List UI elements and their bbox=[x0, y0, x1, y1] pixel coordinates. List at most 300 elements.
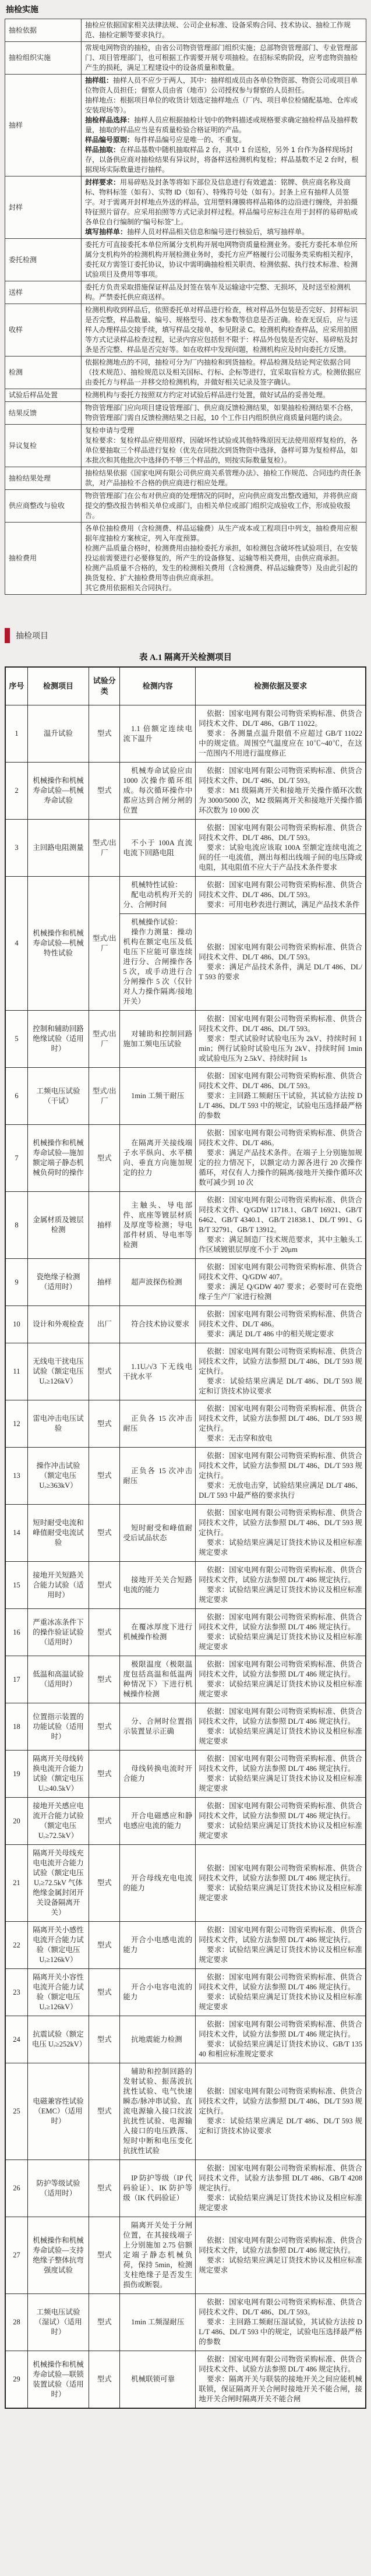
text-run: 在样品基数中随机抽取样品 2 台，其中 1 台送检，另外 1 台作为备样现场封存，以备供应商对抽检结果有异议时，将备样送检测机构复检；样品基数不足 2 台时，根据现场实际数量进行抽样。 bbox=[85, 146, 359, 174]
row-content bbox=[82, 42, 366, 75]
cell-serial-number: 6 bbox=[5, 1068, 27, 1125]
table-row bbox=[5, 1306, 366, 1343]
section-title-items: 抽检项目 bbox=[16, 631, 48, 640]
cell-test-category: 型式/出厂 bbox=[89, 820, 120, 877]
paragraph: 依据：国家电网有限公司物资采购标准、供货合同技术文件，试验方法参照 DL/T 486 规定执行。 bbox=[199, 1802, 362, 1820]
paragraph bbox=[85, 43, 362, 73]
section-title-implementation: 抽检实施 bbox=[6, 5, 38, 14]
paragraph: 配电动机构开关的分、合闸时间 bbox=[123, 891, 193, 909]
paragraph: 要求：试验结果应满足订货技术协议及相应标准规定要求 bbox=[199, 1946, 362, 1964]
table-row bbox=[5, 1922, 366, 1969]
cell-test-content bbox=[120, 1798, 196, 1845]
cell-test-category: 抽样 bbox=[89, 1192, 120, 1259]
cell-serial-number: 3 bbox=[5, 820, 27, 877]
cell-test-item: 温升试验 bbox=[27, 705, 89, 763]
cell-test-content bbox=[120, 705, 196, 763]
paragraph bbox=[85, 583, 362, 593]
table-row bbox=[5, 1259, 366, 1306]
row-label: 抽样 bbox=[5, 75, 82, 177]
paragraph: 开合母线充电电流的能力 bbox=[123, 1873, 193, 1892]
cell-serial-number: 17 bbox=[5, 1656, 27, 1703]
paragraph: 依据：国家电网有限公司物资采购标准、供货合同技术文件、DL/T 486、DL/T 593。 bbox=[199, 1015, 362, 1033]
paragraph: 依据：国家电网有限公司物资采购标准、供货合同技术文件，试验方法参照 DL/T 486、DL/T 593 规定执行。 bbox=[199, 1509, 362, 1537]
section-accent-bar bbox=[5, 628, 10, 643]
text-run: 其它费用依据相关合同执行。 bbox=[85, 584, 176, 592]
cell-serial-number: 5 bbox=[5, 1011, 27, 1068]
cell-requirement bbox=[196, 1306, 366, 1343]
cell-test-item: 电磁兼容性试验（EMC）（适用时） bbox=[27, 2063, 89, 2160]
paragraph: 依据：国家电网有限公司物资采购标准、供货合同技术文件，试验方法参照 DL/T 486 规定执行。 bbox=[199, 1660, 362, 1678]
column-header: 序号 bbox=[5, 667, 27, 705]
cell-test-category: 型式 bbox=[89, 763, 120, 820]
paragraph: 1min 工频干耐压 bbox=[131, 1092, 185, 1100]
cell-requirement bbox=[196, 1259, 366, 1306]
cell-test-item: 控制和辅助回路绝缘试验（适用时） bbox=[27, 1011, 89, 1068]
paragraph: 依据：国家电网有限公司物资采购标准、供货合同技术文件、Q/GDW 407。 bbox=[199, 1263, 362, 1281]
cell-test-item: 主回路电阻测量 bbox=[27, 820, 89, 877]
cell-test-category: 型式 bbox=[89, 2016, 120, 2063]
table-row bbox=[5, 490, 366, 523]
paragraph bbox=[85, 240, 362, 280]
cell-test-content bbox=[120, 2063, 196, 2160]
cell-test-content bbox=[120, 1703, 196, 1751]
paragraph: 依据：国家电网有限公司物资采购标准、供货合同技术文件，试验方法参照 DL/T 486、GB/T 4208 规定执行。 bbox=[199, 2164, 362, 2192]
paragraph bbox=[85, 358, 362, 387]
cell-test-category: 型式 bbox=[89, 1798, 120, 1845]
paragraph: 1.1 倍额定连续电流下温升 bbox=[123, 724, 193, 743]
paragraph: 要求：试验结果应满足订货技术协议及相应标准规定要求 bbox=[199, 1883, 362, 1902]
cell-serial-number: 25 bbox=[5, 2063, 27, 2160]
cell-test-item: 机械操作和机械寿命试验—联锁装置试验（适用时） bbox=[27, 2351, 89, 2409]
cell-test-content bbox=[120, 820, 196, 877]
paragraph: 要求：试验结果应满足订货技术协议、GB/T 13540 和相应标准规定要求 bbox=[199, 2040, 362, 2058]
row-label: 送样 bbox=[5, 281, 82, 304]
cell-test-content bbox=[120, 1400, 196, 1448]
cell-test-content bbox=[120, 1068, 196, 1125]
cell-requirement bbox=[196, 1703, 366, 1751]
cell-test-item: 工频电压试验（湿试）（适用时） bbox=[27, 2294, 89, 2351]
cell-test-category: 型式 bbox=[89, 2063, 120, 2160]
paragraph: 依据：国家电网有限公司物资采购标准、供货合同技术文件、DL/T 486、DL/T 593。 bbox=[199, 881, 362, 899]
cell-requirement bbox=[196, 914, 366, 1011]
paragraph bbox=[85, 524, 362, 544]
table-row bbox=[5, 1656, 366, 1703]
row-label: 收样 bbox=[5, 304, 82, 357]
paragraph: 依据：国家电网有限公司物资采购标准、供货合同技术文件，试验方法参照 DL/T 486 规定执行。 bbox=[199, 1755, 362, 1773]
table-row bbox=[5, 467, 366, 490]
row-label: 试验后样品处置 bbox=[5, 389, 82, 402]
text-run: 检测机构收到样品后，依照委托单对样品进行检查，核对样品外包装是否完好、封样标识是否完整，样品数量、编号、规格型号、技术参数等信息是否正确。检查无误后，应与送样人办理样品交接手续，填写样品交接单，参见附录 C。检测机构检查样品，应采用拍照等方式记录样品检查过程，记录内容应包括但不限于：样品外包装是否完好、易碎贴及封条是否完整、样品是否完好等。如在收样中发现问题，检测机构应及时向委托方反馈。 bbox=[85, 306, 358, 354]
cell-test-content bbox=[120, 1448, 196, 1505]
paragraph: 符合技术协议要求 bbox=[131, 1320, 190, 1328]
cell-requirement bbox=[196, 2016, 366, 2063]
bold-run: 样品抽取： bbox=[85, 146, 121, 154]
cell-serial-number: 23 bbox=[5, 1969, 27, 2016]
cell-serial-number: 8 bbox=[5, 1192, 27, 1259]
table-row bbox=[5, 281, 366, 304]
text-run: 复检要求：复检样品应使用原样，因破坏性试验或其他特殊原因无法使用原样复检的，各单位要抽取三个样品进行复检（优先在同批次到货物资中选择，备样可算为复检样品，如本批次和其他批次中选择仍不够三个样品的，则按实际数量复检）。 bbox=[85, 436, 358, 464]
cell-test-content bbox=[120, 763, 196, 820]
cell-test-item: 隔离开关小感性电流开合能力试验（额定电压 Uᵣ≥126kV） bbox=[27, 1922, 89, 1969]
paragraph: 依据：国家电网有限公司物资采购标准、供货合同技术文件，试验方法参照 DL/T 486、DL/T 593 规定执行。 bbox=[199, 1347, 362, 1375]
table-row bbox=[5, 763, 366, 820]
cell-test-item: 机械操作和机械寿命试验—机械寿命试验 bbox=[27, 763, 89, 820]
cell-serial-number: 29 bbox=[5, 2351, 27, 2409]
cell-serial-number: 19 bbox=[5, 1751, 27, 1798]
paragraph bbox=[85, 491, 362, 521]
text-run: 抽样人员应根据抽检计划中的物料描述或规格要求确定抽检样品及抽样数量，抽取的样品应当是有质量检验合格证明的产品。 bbox=[85, 116, 358, 134]
row-content bbox=[82, 281, 366, 304]
cell-test-category: 型式 bbox=[89, 1703, 120, 1751]
paragraph: 要求：满足制造厂技术规范要求，其中主触头工作区域镀银层厚度不小于 20μm bbox=[199, 1236, 362, 1254]
table-row bbox=[5, 1703, 366, 1751]
text-run: 检测机构与委托方按照双方约定对试验后样品进行处置，做好试品的妥善处理。 bbox=[85, 391, 330, 399]
paragraph bbox=[85, 403, 362, 423]
section-header-items bbox=[5, 627, 366, 644]
cell-test-item: 短时耐受电流和峰值耐受电流试验 bbox=[27, 1505, 89, 1562]
text-run: 复检申请与受理 bbox=[85, 426, 135, 435]
text-run: 检测产品质量不合格的，发生的检测相关费用（含检测费、样品运输费等）及由此引起的换货复检、扩大抽检费用等由供应商承担。 bbox=[85, 564, 358, 582]
cell-test-content bbox=[120, 1969, 196, 2016]
cell-test-category: 型式 bbox=[89, 1505, 120, 1562]
paragraph bbox=[85, 145, 362, 175]
cell-serial-number: 7 bbox=[5, 1125, 27, 1192]
table-row bbox=[5, 1125, 366, 1192]
bold-run: 抽检样品选择： bbox=[85, 116, 135, 124]
cell-requirement bbox=[196, 1656, 366, 1703]
table-row bbox=[5, 2063, 366, 2160]
cell-test-category: 型式/出厂 bbox=[89, 877, 120, 1011]
paragraph: 开合小电感电流的能力 bbox=[123, 1936, 193, 1954]
table-row bbox=[5, 523, 366, 595]
cell-test-item: 隔离开关母线充电电流开合能力试验（额定电压 Uᵣ≥72.5kV 气体绝缘金属封闭开关设备隔离开关） bbox=[27, 1845, 89, 1922]
cell-requirement bbox=[196, 2160, 366, 2217]
cell-serial-number: 18 bbox=[5, 1703, 27, 1751]
cell-requirement bbox=[196, 1400, 366, 1448]
row-content bbox=[82, 357, 366, 389]
table-row bbox=[5, 820, 366, 877]
table-row bbox=[5, 1448, 366, 1505]
paragraph: 要求：可用电秒表进行测试，满足产品技术条件 bbox=[207, 901, 360, 909]
cell-requirement bbox=[196, 1448, 366, 1505]
table-row bbox=[5, 1845, 366, 1922]
text-run: 抽样地点：根据项目单位的收货计划选定抽样地点（厂内、项目单位检储配基地、仓库或安装现场等）。 bbox=[85, 96, 358, 114]
table-row bbox=[5, 2217, 366, 2294]
table-row bbox=[5, 304, 366, 357]
table-a1-title: 表 A.1 隔离开关检测项目 bbox=[139, 653, 232, 662]
cell-test-category: 型式 bbox=[89, 1922, 120, 1969]
cell-test-category: 型式 bbox=[89, 1969, 120, 2016]
cell-test-item: 严重冰冻条件下的操作验证试验（适用时） bbox=[27, 1609, 89, 1656]
text-run: 抽检应依据国家相关法律法规、公司企业标准、设备采购合同、技术协议、抽检工作规范、抽检定额等要求执行。 bbox=[85, 21, 351, 39]
cell-test-content bbox=[120, 2351, 196, 2409]
cell-requirement bbox=[196, 1798, 366, 1845]
detection-table bbox=[5, 666, 366, 2409]
cell-test-content bbox=[120, 2160, 196, 2217]
text-run: 各单位抽检费用（含检测费、样品运输费）从生产成本或工程项目中列支，抽检费用应根据年度抽检方案核定，列入年度预算。 bbox=[85, 524, 358, 542]
cell-test-content bbox=[120, 1845, 196, 1922]
cell-test-category: 型式 bbox=[89, 1562, 120, 1609]
table-row bbox=[5, 1400, 366, 1448]
cell-serial-number: 9 bbox=[5, 1259, 27, 1306]
cell-requirement bbox=[196, 1969, 366, 2016]
cell-serial-number: 10 bbox=[5, 1306, 27, 1343]
paragraph: 隔离开关处于分闸位置，在其接线端子上分别施加 2.75 倍额定端子静态机械负荷，保持 5min，检测支柱绝缘子是否发生损伤或断裂。 bbox=[123, 2221, 193, 2289]
cell-test-content bbox=[120, 1562, 196, 1609]
cell-requirement bbox=[196, 2217, 366, 2294]
cell-test-category: 型式 bbox=[89, 1125, 120, 1192]
text-run: 委托方负责采取措施保证样品及封签在装车及运输途中完整、无损坏，及时送至检测机构。严禁委托供应商送样。 bbox=[85, 283, 351, 301]
paragraph: 依据：国家电网有限公司物资采购标准、供货合同技术文件、DL/T 486。 bbox=[199, 1129, 362, 1147]
paragraph: 要求：主回路工频耐压干试验，其试验方法按 DL/T 486、DL/T 593 中的规定，试验电压选择最严格的参数 bbox=[199, 1092, 362, 1120]
cell-serial-number: 14 bbox=[5, 1505, 27, 1562]
paragraph bbox=[85, 390, 362, 400]
paragraph: 依据：国家电网有限公司物资采购标准、供货合同技术文件、试验方法参照 DL/T 486 规定执行。 bbox=[199, 2355, 362, 2373]
row-content bbox=[82, 389, 366, 402]
table-row bbox=[5, 2294, 366, 2351]
cell-requirement bbox=[196, 1562, 366, 1609]
column-header: 检测依据及要求 bbox=[196, 667, 366, 705]
row-label: 抽检依据 bbox=[5, 19, 82, 42]
cell-requirement bbox=[196, 1343, 366, 1400]
cell-test-item: 金属材质及镀层检测 bbox=[27, 1192, 89, 1259]
paragraph bbox=[85, 96, 362, 115]
paragraph: 要求：各测量点温升限值不应超过 GB/T 11022 中的规定值。周围空气温度应在 10℃~40℃，在这一范围内不用进行温度修正 bbox=[199, 729, 362, 757]
paragraph bbox=[85, 135, 362, 145]
paragraph: 机械寿命试验应由 1000 次操作循环组成。每次循环操作中都应达到合闸分闸的位置 bbox=[123, 767, 193, 814]
paragraph: 要求：满足产品技术条件。在端子上分别施加规定的拉力情况下，以额定动力源各进行 20 次操作循环，对仅有人力操作的隔离/接地开关操作循环次数可减少到 10 次 bbox=[199, 1149, 362, 1187]
cell-test-item: 工频电压试验（干试） bbox=[27, 1068, 89, 1125]
row-content bbox=[82, 75, 366, 177]
table-row bbox=[5, 357, 366, 389]
cell-test-category: 型式 bbox=[89, 1448, 120, 1505]
paragraph: 依据：国家电网有限公司物资采购标准、供货合同技术文件、DL/T 486、DL/T 593。 bbox=[199, 1072, 362, 1090]
paragraph: 短时耐受和峰值耐受后试品状态 bbox=[123, 1523, 193, 1542]
paragraph: IP 防护等级（IP 代码验证）、IK 防护等级（IK 代码验证） bbox=[123, 2174, 193, 2202]
row-label: 供应商整改与验收 bbox=[5, 490, 82, 523]
text-run: 每件样品编号应是唯一的、不重复。 bbox=[134, 136, 246, 144]
cell-test-content bbox=[120, 1922, 196, 1969]
paragraph: 母线转换电流时开合能力 bbox=[123, 1765, 193, 1783]
table-row bbox=[5, 1798, 366, 1845]
row-content bbox=[82, 177, 366, 239]
paragraph: 机械特性试验： bbox=[131, 881, 182, 889]
table-row bbox=[5, 1011, 366, 1068]
table-row bbox=[5, 2351, 366, 2409]
paragraph: 依据：国家电网有限公司物资采购标准、供货合同技术文件，试验方法参照 DL/T 486 规定执行。 bbox=[199, 1973, 362, 1991]
cell-test-item: 机械操作和机械寿命试验—支持绝缘子整体抗弯强度试验 bbox=[27, 2217, 89, 2294]
cell-requirement bbox=[196, 1011, 366, 1068]
paragraph: 依据：国家电网有限公司物资采购标准、供货合同技术文件、DL/T 486。 bbox=[199, 1310, 362, 1328]
row-label: 委托检测 bbox=[5, 239, 82, 281]
text-run: 抽样人员不应少于两人，其中：抽样组成员由各单位物资部、物资公司或项目单位物资人员担任；督察人员由省（地市）公司授权参与督察的人员担任。 bbox=[85, 76, 358, 94]
paragraph: 要求：M1 级隔离开关和接地开关操作循环次数为 3000/5000 次，M2 级隔离开关和接地开关操作循环次数为 10 000 次 bbox=[199, 786, 362, 814]
paragraph bbox=[85, 563, 362, 583]
paragraph: 依据：国家电网有限公司物资采购标准、供货合同技术文件，试验方法参照 DL/T 486 规定执行。 bbox=[199, 1707, 362, 1725]
paragraph: 要求：试验结果应满足订货技术协议及相应标准规定要求 bbox=[199, 1538, 362, 1557]
cell-test-category: 型式 bbox=[89, 1751, 120, 1798]
text-run: 常规电网物资的抽检，由省公司物资管理部门组织实施；总部物资管理部门、专业管理部门、项目管理部门，也可根据工作需要开展专项抽检。在招标采购阶段，应考虑物资抽检产生的损耗，满足工程建设中的设备质量和数量。 bbox=[85, 44, 358, 72]
cell-test-item: 位置指示装置的功能试验（适用时） bbox=[27, 1703, 89, 1751]
paragraph: 在覆冰厚度下进行机械操作检测 bbox=[123, 1623, 193, 1641]
table-row bbox=[5, 1343, 366, 1400]
paragraph: 依据：国家电网有限公司物资采购标准、供货合同技术文件，试验方法参照 DL/T 486 规定执行。 bbox=[199, 1613, 362, 1631]
paragraph: 1min 工频湿耐压 bbox=[131, 2318, 185, 2326]
paragraph: 要求：试验结果应满足订货技术协议及相应标准规定要求 bbox=[199, 1993, 362, 2011]
paragraph: 开合小电容电流的能力 bbox=[123, 1983, 193, 2001]
paragraph: 分、合闸时位置指示装置显示正确 bbox=[123, 1717, 193, 1735]
table-row bbox=[5, 2016, 366, 2063]
bold-run: 填写抽样单： bbox=[85, 228, 128, 236]
cell-requirement bbox=[196, 2351, 366, 2409]
paragraph: 抗地震能力检测 bbox=[131, 2035, 182, 2044]
cell-serial-number: 22 bbox=[5, 1922, 27, 1969]
cell-test-category: 型式/出厂 bbox=[89, 1068, 120, 1125]
cell-test-content bbox=[120, 877, 196, 914]
cell-test-item: 雷电冲击电压试验 bbox=[27, 1400, 89, 1448]
paragraph: 正负各 15 次冲击耐压 bbox=[123, 1466, 193, 1485]
sampling-implementation-table-body bbox=[5, 19, 366, 595]
cell-test-item: 接地开关感应电流开合能力试验（额定电压 Uᵣ≥72.5kV） bbox=[27, 1798, 89, 1845]
paragraph: 依据：国家电网有限公司物资采购标准、供货合同技术文件，试验方法参照 DL/T 486、DL/T 593 规定执行。 bbox=[199, 2087, 362, 2115]
row-label: 抽检费用 bbox=[5, 523, 82, 595]
cell-test-category: 型式 bbox=[89, 1656, 120, 1703]
cell-test-category: 型式 bbox=[89, 705, 120, 763]
cell-serial-number: 1 bbox=[5, 705, 27, 763]
table-row bbox=[5, 19, 366, 42]
cell-test-category: 型式 bbox=[89, 1845, 120, 1922]
table-row bbox=[5, 425, 366, 467]
cell-test-content bbox=[120, 1505, 196, 1562]
cell-test-content bbox=[120, 1125, 196, 1192]
paragraph: 要求：试验结果应满足订货技术协议及相应标准规定要求 bbox=[199, 1680, 362, 1698]
cell-test-content bbox=[120, 1259, 196, 1306]
paragraph: 依据：国家电网有限公司物资采购标准、供货合同技术文件，试验方法参照 DL/T 486、DL/T 593 规定执行。 bbox=[199, 1452, 362, 1480]
row-label: 封样 bbox=[5, 177, 82, 239]
cell-test-item: 隔离开关母线转换电流开合能力试验（额定电压 Uᵣ≥40.5kV） bbox=[27, 1751, 89, 1798]
paragraph: 依据：国家电网有限公司物资采购标准、供货合同技术文件、Q/GDW 11718.1、GB/T 16921、GB/T 6462、GB/T 4340.1、GB/T 21838.1、DL/T 991、GB/T 32791、GB/T 13912。 bbox=[199, 1196, 362, 1234]
paragraph bbox=[85, 544, 362, 563]
paragraph bbox=[85, 305, 362, 355]
text-run: 抽样人员对样品相关信息和编号进行核验后，填写抽样单。 bbox=[127, 228, 309, 236]
cell-test-category: 型式 bbox=[89, 2294, 120, 2351]
cell-requirement bbox=[196, 1125, 366, 1192]
column-header: 检测内容 bbox=[120, 667, 196, 705]
paragraph: 接地开关关合短路电流的能力 bbox=[123, 1576, 193, 1594]
text-run: 抽检结果依据《国家电网有限公司供应商关系管理办法》、抽检工作规范、合同违约责任条款，对产品抽检不合格的供应商进行相应处理。 bbox=[85, 469, 362, 487]
cell-test-category: 型式 bbox=[89, 1400, 120, 1448]
row-label: 异议复检 bbox=[5, 425, 82, 467]
paragraph: 要求：无击穿和放电 bbox=[207, 1434, 273, 1442]
row-content bbox=[82, 239, 366, 281]
cell-serial-number: 26 bbox=[5, 2160, 27, 2217]
paragraph: 要求：无放电击穿，试验结果应满足 DL/T 486、DL/T 593 中最严格的要求执行 bbox=[199, 1481, 362, 1499]
cell-test-item: 抗震试验（额定电压 Uᵣ≥252kV） bbox=[27, 2016, 89, 2063]
cell-serial-number: 27 bbox=[5, 2217, 27, 2294]
cell-test-content bbox=[120, 2016, 196, 2063]
cell-serial-number: 13 bbox=[5, 1448, 27, 1505]
table-row bbox=[5, 705, 366, 763]
paragraph bbox=[85, 436, 362, 465]
paragraph: 机械联锁可靠 bbox=[131, 2375, 175, 2383]
cell-test-content bbox=[120, 1609, 196, 1656]
paragraph bbox=[85, 76, 362, 96]
row-content bbox=[82, 19, 366, 42]
cell-serial-number: 4 bbox=[5, 877, 27, 1011]
row-content bbox=[82, 402, 366, 425]
paragraph: 依据：国家电网有限公司物资采购标准、供货合同技术文件，试验方法参照 DL/T 486 规定执行。 bbox=[199, 2020, 362, 2038]
paragraph: 要求：试验结果应满足订货技术协议及相应标准规定要求 bbox=[199, 2194, 362, 2212]
cell-requirement bbox=[196, 820, 366, 877]
table-row bbox=[5, 75, 366, 177]
row-label: 抽检结果处理 bbox=[5, 467, 82, 490]
paragraph: 依据：国家电网有限公司物资采购标准、供货合同技术文件、DL/T 486、DL/T 593。 bbox=[199, 2298, 362, 2316]
paragraph: 要求：满足产品技术条件，满足 DL/T 486、DL/T 593 的要求 bbox=[199, 962, 362, 981]
table-row bbox=[5, 1192, 366, 1259]
bold-run: 样品编号原则： bbox=[85, 136, 135, 144]
cell-test-category: 出厂 bbox=[89, 1306, 120, 1343]
cell-test-content bbox=[120, 1343, 196, 1400]
paragraph: 超声波探伤检测 bbox=[131, 1278, 182, 1286]
cell-test-item: 低温和高温试验（适用时） bbox=[27, 1656, 89, 1703]
text-run: 委托方可直接委托本单位所属分支机构开展电网物资质量检测业务。委托方委托本单位所属分支机构外的检测机构开展检测业务时，委托方应严格履行公司服务类采购相关程序，委托双方需签订委托协议，协议中需明确抽检相关职责、检测依据、执行技术标准、检测试验项目及费用等事项。 bbox=[85, 241, 358, 278]
cell-test-category: 型式 bbox=[89, 1609, 120, 1656]
paragraph: 对辅助和控制回路施加工频电压试验 bbox=[123, 1029, 193, 1048]
paragraph: 不小于 100A 直流电流下回路电阻 bbox=[123, 838, 193, 857]
paragraph: 要求：试验结果应满足订货技术协议及相应标准规定要求 bbox=[199, 1727, 362, 1745]
paragraph: 依据：国家电网有限公司物资采购标准、供货合同技术文件、DL/T 486、DL/T 593。 bbox=[199, 943, 362, 961]
paragraph: 要求：试验结果应满足订货技术协议及相应标准规定要求 bbox=[199, 1633, 362, 1651]
cell-serial-number: 2 bbox=[5, 763, 27, 820]
table-row bbox=[5, 1609, 366, 1656]
paragraph: 依据：国家电网有限公司物资采购标准、供货合同技术文件，试验方法参照 DL/T 486、DL/T 593 规定执行。 bbox=[199, 1405, 362, 1432]
cell-test-content bbox=[120, 1656, 196, 1703]
cell-requirement bbox=[196, 763, 366, 820]
cell-test-content bbox=[120, 1751, 196, 1798]
table-row bbox=[5, 1562, 366, 1609]
cell-test-category: 型式 bbox=[89, 2217, 120, 2294]
cell-test-item: 机械操作和机械寿命试验—机械特性试验 bbox=[27, 877, 89, 1011]
text-run: 用易碎贴及封条等将如下部位及信息进行有效遮盖：铭牌、供应商名称及商标、物料标签（如有）、实物 ID（如有）、特殊符号处（如有）。封条上应有抽样人员签字。对于需离开封样地点外送的样品，宜用塑料薄膜将样品箱体的边沿进行缠绕，并拍摄特征照片留存。应采用拍照等方式记录封样过程。样品编号应标注在用于封样的易碎贴或各单位自行编制的“编号标签”上。 bbox=[85, 178, 358, 226]
cell-serial-number: 11 bbox=[5, 1343, 27, 1400]
paragraph: 依据：国家电网有限公司物资采购标准、供货合同技术文件，试验方法参照 DL/T 486 规定执行。 bbox=[199, 1566, 362, 1584]
paragraph: 依据：国家电网有限公司物资采购标准、供货合同技术文件、DL/T 486、DL/T 593。 bbox=[199, 767, 362, 785]
paragraph: 机械操作试验： bbox=[131, 918, 182, 926]
table-row bbox=[5, 1751, 366, 1798]
table-row bbox=[5, 177, 366, 239]
row-content bbox=[82, 467, 366, 490]
cell-requirement bbox=[196, 1068, 366, 1125]
paragraph: 辅助和控制回路的发射试验、振荡波抗扰性试验、电气快速瞬态/脉冲串试验、直流电源输入接口纹波抗扰性试验、电源输入接口的电压跌落、短时中断和电压变化抗扰性试验 bbox=[123, 2067, 193, 2155]
row-content bbox=[82, 304, 366, 357]
paragraph: 操作力测量：操动机构在额定电压及低电压下应能可靠连续进行分、合闸操作各 5 次，或手动进行合分闸操作 5 次（仅针对人力操作隔离/接地开关） bbox=[123, 928, 193, 1005]
cell-test-category: 型式/出厂 bbox=[89, 1011, 120, 1068]
text-run: 检测产品质量合格时，检测费用由抽检委托方承担，如检测包含破坏性试验项目，在安装投运前需要进行必要修复的，所产生的设备修复、运输等相关费用，由供应商承担。 bbox=[85, 544, 358, 562]
paragraph: 开合电磁感应和静电感应电流的能力 bbox=[123, 1812, 193, 1830]
column-header: 试验分类 bbox=[89, 667, 120, 705]
paragraph: 主触头、导电部件、底座等镀层材质及厚度等检测；导电部件材质、导电率等检测 bbox=[123, 1201, 193, 1249]
cell-serial-number: 15 bbox=[5, 1562, 27, 1609]
paragraph: 依据：国家电网有限公司物资采购标准、供货合同技术文件，试验方法参照 DL/T 486 规定执行。 bbox=[199, 2236, 362, 2254]
cell-test-item: 隔离开关小容性电流开合能力试验（额定电压 Uᵣ≥126kV） bbox=[27, 1969, 89, 2016]
cell-test-content bbox=[120, 914, 196, 1011]
cell-test-content bbox=[120, 2294, 196, 2351]
cell-test-content bbox=[120, 1192, 196, 1259]
paragraph: 要求：试验结果应满足订货技术协议及相应标准规定要求 bbox=[199, 1586, 362, 1604]
cell-serial-number: 21 bbox=[5, 1845, 27, 1922]
paragraph: 要求：试验结果应满足订货技术协议及相应标准规定要求 bbox=[199, 2256, 362, 2274]
paragraph bbox=[85, 227, 362, 237]
